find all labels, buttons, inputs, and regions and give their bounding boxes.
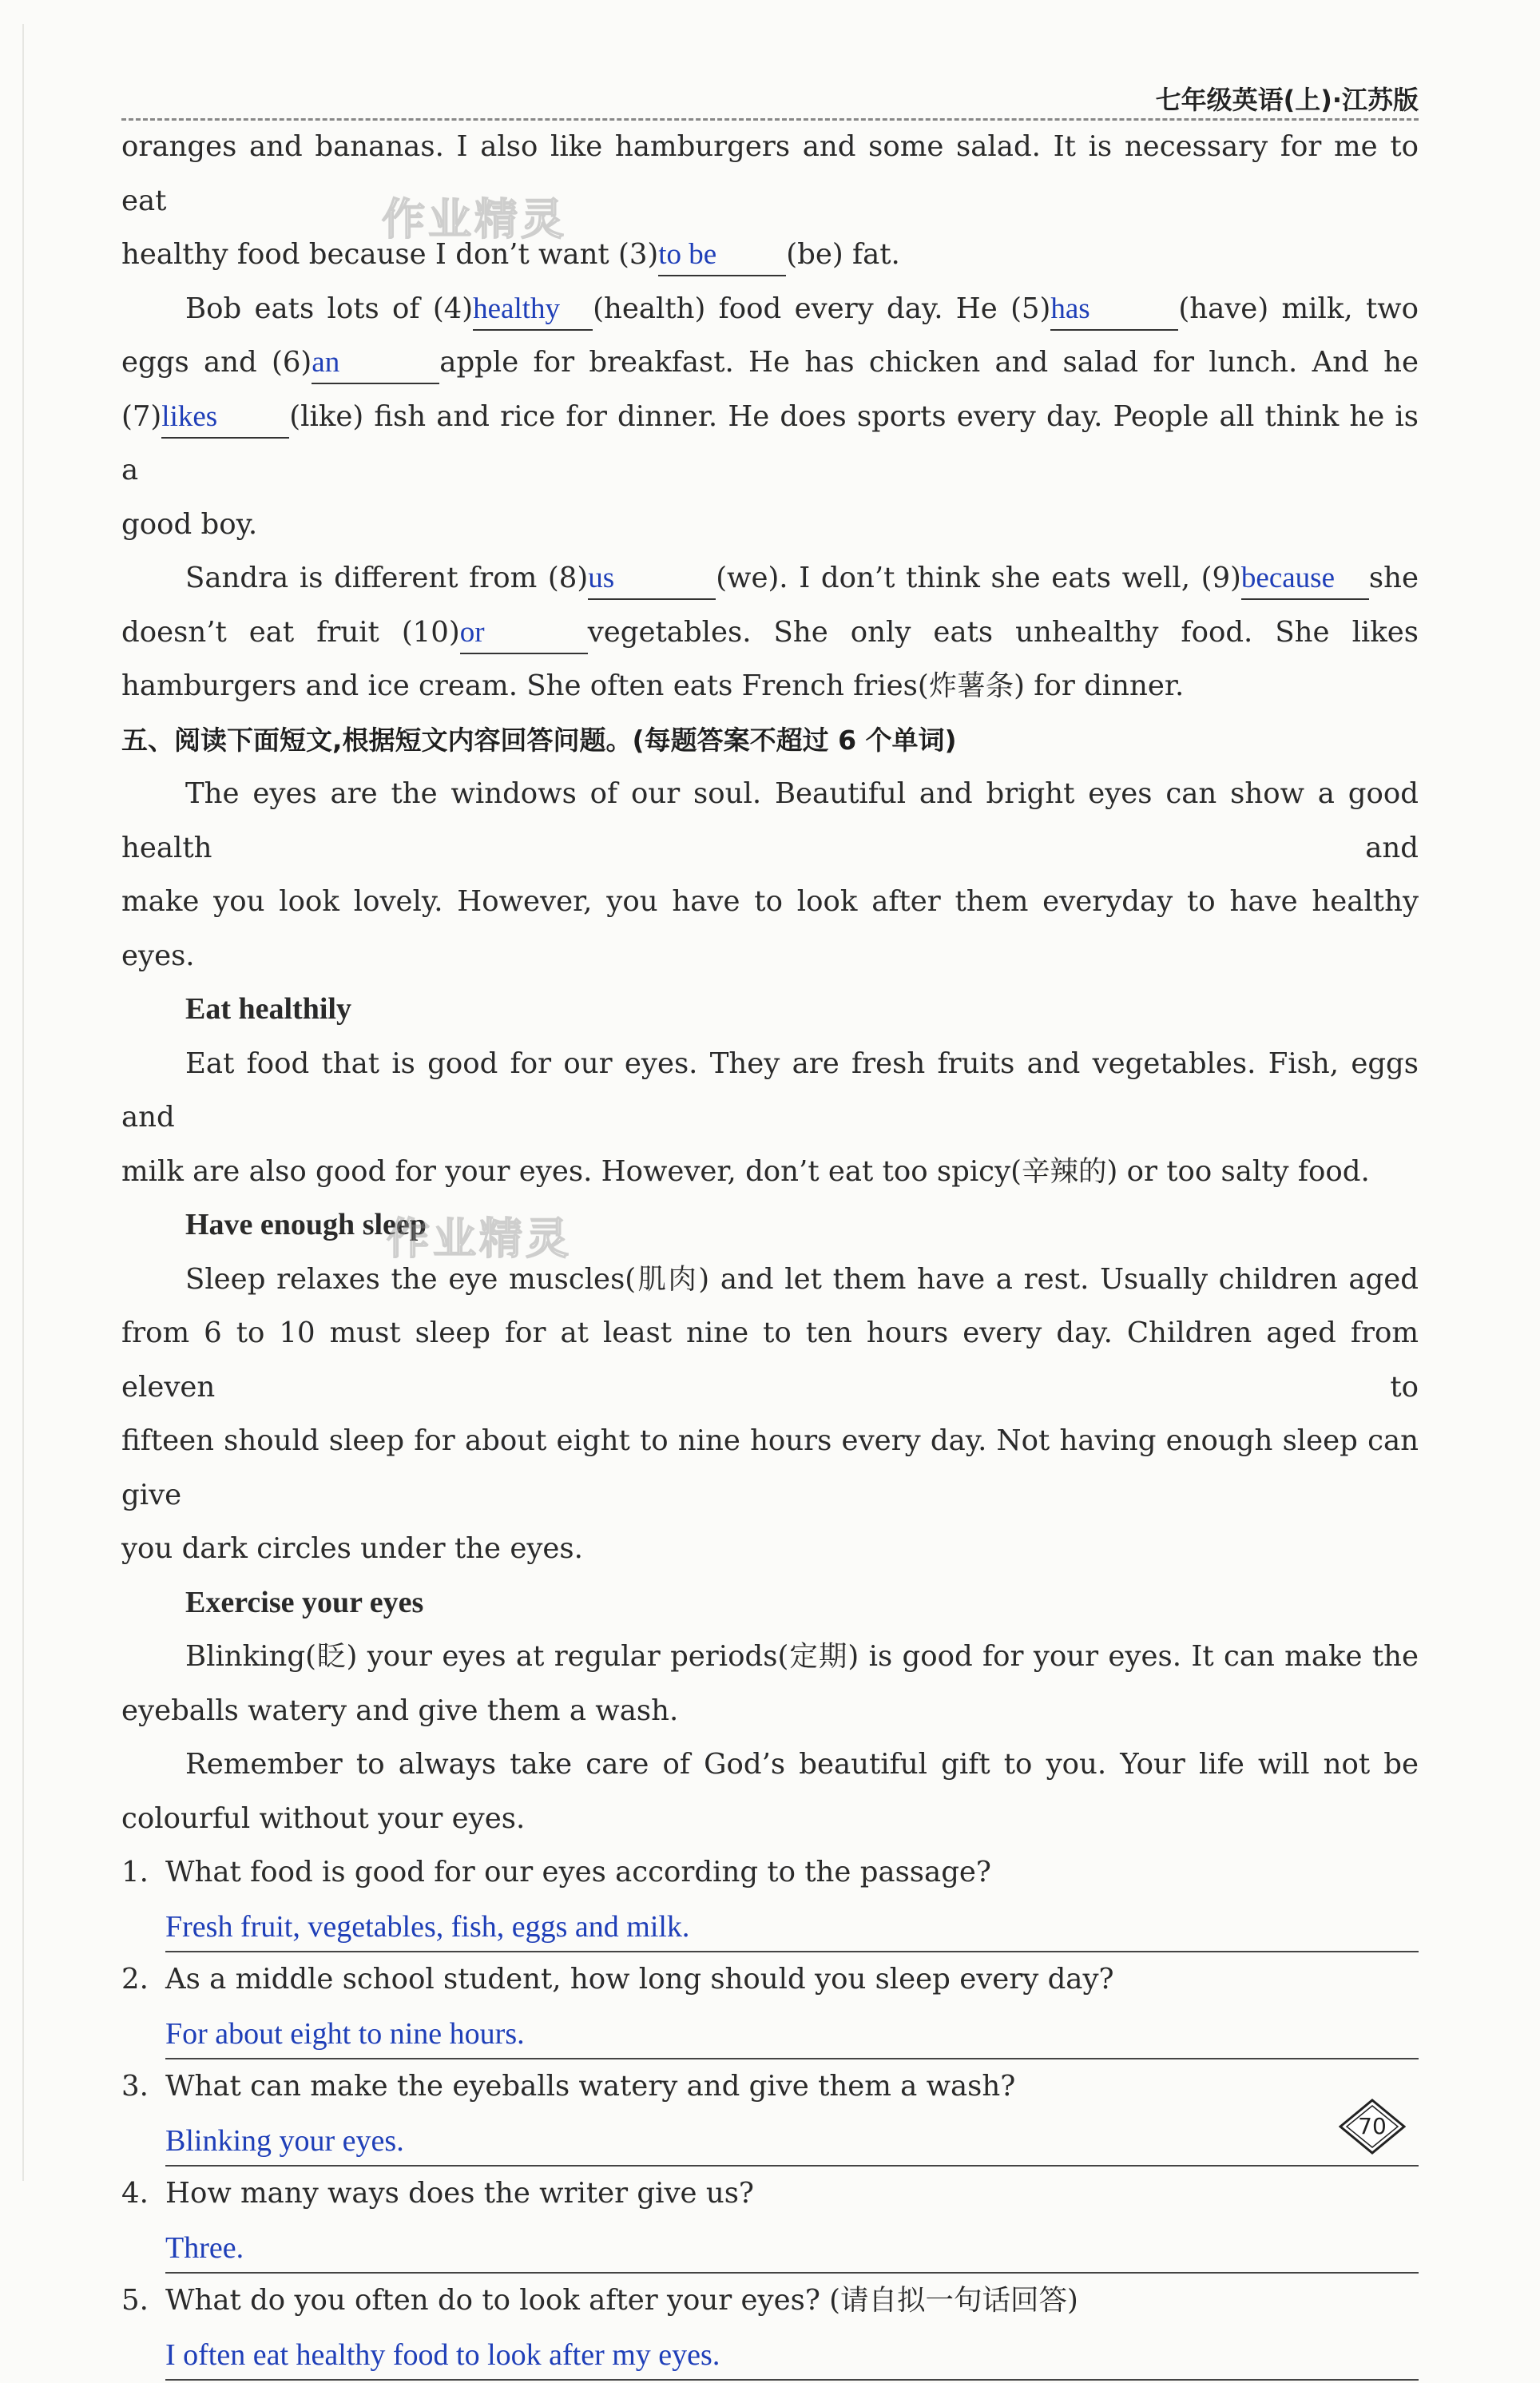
answer-line: I often eat healthy food to look after my eyes. [165,2327,1419,2381]
reading-line: Sleep relaxes the eye muscles(肌肉) and let them have a rest. Usually children aged [185,1262,1419,1296]
header-title: 七年级英语(上)·江苏版 [1155,85,1419,115]
reading-line: milk are also good for your eyes. However, don’t eat too spicy(辛辣的) or too salty food. [121,1154,1370,1188]
question-prompt: How many ways does the writer give us? [165,2177,754,2210]
reading-line: from 6 to 10 must sleep for at least nine to ten hours every day. Children aged from eleven to [121,1317,1419,1404]
passage-line [121,659,1419,713]
question-number: 1. [121,1856,149,1889]
passage-line [121,551,1419,606]
passage-line [121,228,1419,282]
passage-line [121,120,1419,228]
question-prompt: What do you often do to look after your eyes? (请自拟一句话回答) [165,2284,1078,2317]
text: oranges and bananas. I also like hamburgers and some salad. It is necessary for me to eat [121,130,1419,217]
question-2 [121,1952,1419,2059]
answer-line: Fresh fruit, vegetables, fish, eggs and milk. [165,1899,1419,1952]
text: (be) fat. [786,238,900,271]
question-number: 3. [121,2070,149,2103]
text: (7) [121,399,162,433]
blank-8: us [588,558,716,600]
page-number: 70 [1358,2113,1387,2139]
blank-3: to be [658,235,786,276]
subheading-exercise: Exercise your eyes [185,1585,424,1619]
question-5 [121,2274,1419,2381]
blank-10: or [460,613,588,654]
text: (have) milk, two [1178,292,1419,325]
question-text [121,1952,1419,2006]
question-prompt: As a middle school student, how long should you sleep every day? [165,1963,1114,1996]
reading-line: fifteen should sleep for about eight to nine hours every day. Not having enough sleep can give [121,1424,1419,1511]
passage-line [121,390,1419,498]
question-text [121,2167,1419,2220]
passage-line [121,282,1419,336]
reading-line: Remember to always take care of God’s beautiful gift to you. Your life will not be [185,1748,1419,1781]
question-text [121,2274,1419,2327]
answer-line: Blinking your eyes. [165,2113,1419,2167]
question-text [121,2059,1419,2113]
watermark: 作业精灵 [387,1213,572,1264]
text: apple for breakfast. He has chicken and salad for lunch. And he [439,346,1419,379]
page-number-badge [1339,2099,1406,2155]
question-3 [121,2059,1419,2167]
question-1 [121,1845,1419,1952]
text: (we). I don’t think she eats well, (9) [716,562,1241,594]
reading-line: The eyes are the windows of our soul. Beautiful and bright eyes can show a good health and [121,777,1419,864]
answer-line: Three. [165,2220,1419,2274]
text: Sandra is different from (8) [185,562,589,594]
text: vegetables. She only eats unhealthy food. She likes [587,615,1419,649]
content [121,120,1419,2381]
text: she [1368,562,1419,594]
watermark: 作业精灵 [382,194,567,244]
question-number: 5. [121,2284,149,2317]
text: doesn’t eat fruit (10) [121,615,460,649]
section-title: 五、阅读下面短文,根据短文内容回答问题。(每题答案不超过 6 个单词) [121,724,957,756]
text: (health) food every day. He (5) [593,292,1051,325]
answer-line: For about eight to nine hours. [165,2006,1419,2059]
blank-5: has [1050,289,1178,331]
blank-4: healthy [473,289,593,331]
question-prompt: What can make the eyeballs watery and give them a wash? [165,2070,1016,2103]
text: eggs and (6) [121,346,312,379]
subheading-sleep: Have enough sleep [185,1208,427,1241]
reading-line: Blinking(眨) your eyes at regular periods(定期) is good for your eyes. It can make the [185,1640,1419,1673]
page-edge [22,24,24,2181]
reading-line: make you look lovely. However, you have to look after them everyday to have healthy eyes. [121,885,1419,972]
passage-line [121,336,1419,390]
blank-9: because [1241,558,1369,600]
text: good boy. [121,507,258,541]
passage-line [121,606,1419,660]
reading-line: Eat food that is good for our eyes. They are fresh fruits and vegetables. Fish, eggs and [121,1047,1419,1134]
text: Bob eats lots of (4) [185,292,474,325]
question-4 [121,2167,1419,2274]
reading-line: eyeballs watery and give them a wash. [121,1694,679,1727]
subheading-eat: Eat healthily [185,992,351,1026]
question-text [121,1845,1419,1899]
blank-7: likes [161,397,289,439]
text: hamburgers and ice cream. She often eats French fries(炸薯条) for dinner. [121,669,1185,702]
question-number: 2. [121,1963,149,1996]
text: (like) fish and rice for dinner. He does sports every day. People all think he is a [121,399,1419,487]
passage-line [121,498,1419,552]
text: healthy food because I don’t want (3) [121,238,659,271]
reading-line: colourful without your eyes. [121,1801,526,1835]
question-number: 4. [121,2177,149,2210]
question-prompt: What food is good for our eyes according to the passage? [165,1856,991,1889]
blank-6: an [312,343,439,384]
reading-line: you dark circles under the eyes. [121,1532,583,1565]
